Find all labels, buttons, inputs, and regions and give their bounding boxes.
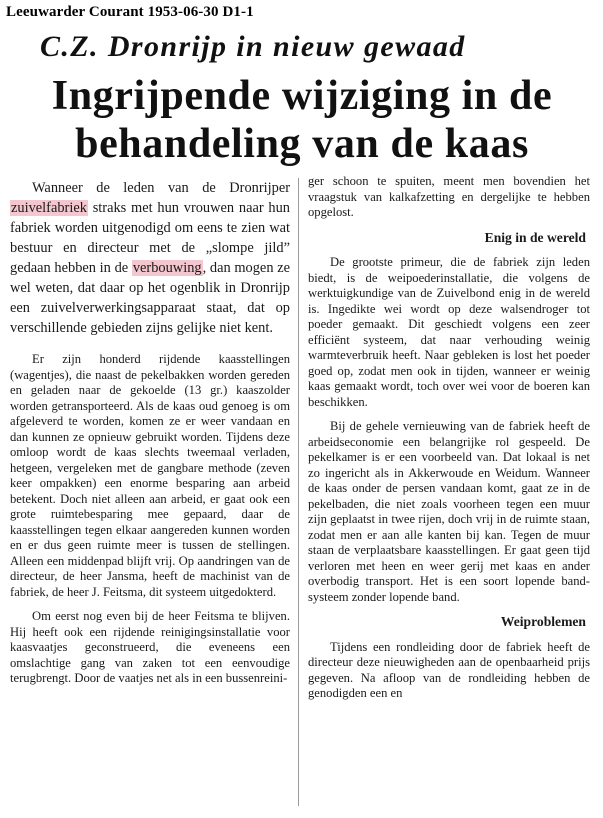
lead-text-3: , dan mogen ze wel weten, dat daar op het ogenblik in Dronrijp een zuivelverwerkingsapparaat staat, dat op verschillende gebieden zijns gelijke niet kent.	[10, 260, 290, 336]
right-column	[308, 174, 590, 711]
column-divider	[298, 178, 299, 806]
lead-text-1: Wanneer de leden van de Dronrijper	[32, 180, 290, 196]
highlight-zuivelfabriek: zuivelfabriek	[11, 200, 87, 216]
lead-text-2: straks met hun vrouwen naar hun fabriek worden uitgenodigd om eens te zien wat bestuur en directeur met de „slompe jild” gedaan hebben in de	[10, 200, 290, 276]
subheading-enig-in-de-wereld: Enig in de wereld	[484, 229, 586, 245]
subheading-weiproblemen: Weiproblemen	[500, 614, 586, 629]
body-paragraph: Bij de gehele vernieuwing van de fabriek heeft de arbeidseconomie een belangrijke rol gespeeld. De pekelkamer is er een voorbeeld van. Dat lokaal is net zo ingericht als in Akkerwoude en Weidum. Wanneer de kaas onder de persen vandaan komt, gaat ze in de pekelbaden, die niet zoals voorheen tegen een muur zijn geplaatst in twee rijen, doch vrij in de ruimte staan, zodat men er aan alle kanten bij kan. Tegen de muur staan de verplaatsbare kaasstellingen. Er gaat geen tijd verloren met heen en weer gerij met kaas en ander overbodig transport. Het is een soort lopende band-systeem zonder lopende band.	[308, 419, 590, 604]
lead-paragraph	[10, 178, 290, 338]
body-paragraph: De grootste primeur, die de fabriek zijn leden biedt, is de weipoederinstallatie, die volgens de werktuigkundige van de Zuivelbond enig in de wereld is. Ingedikte wei wordt op deze walsendroger tot poeder gemaakt. Dit geschiedt volgens een zeer efficiënt systeem, dat naar verhouding weinig warmteverbruik heeft. Naar gebleken is lost het poeder goed op, zodat men ook in tijden, wanneer er weinig kaas gemaakt wordt, toch over wei voor de boeren kan beschikken.	[308, 255, 590, 409]
body-paragraph: Er zijn honderd rijdende kaasstellingen (wagentjes), die naast de pekelbakken worden gereden en geladen naar de gekoelde (13 gr.) kaaszolder worden getransporteerd. Als de kaas oud genoeg is om afgeleverd te worden, komen ze er weer vandaan en dan kunnen ze opnieuw gebruikt worden. Tijdens deze omloop wordt de kaas slechts tweemaal verladen, hetgeen, vergeleken met de gangbare methode (zeven keer ompakken) een enorme besparing aan arbeid betekent. Doch niet alleen aan arbeid, er gaat ook een grote ruimtebesparing mee gepaard, daar de kaasstellingen tegen elkaar aangereden kunnen worden en er dus geen ruimte meer is tussen de stellingen. Alleen een middenpad blijft vrij. Op aandringen van de directeur, de heer Jansma, heeft de machinist van de fabriek, de heer J. Feitsma, dit systeem uitgedokterd.	[10, 352, 290, 599]
highlight-verbouwing: verbouwing	[132, 260, 202, 276]
continued-paragraph: ger schoon te spuiten, meent men bovendien het vraagstuk van kalkafzetting en dergelijke te hebben opgelost.	[308, 174, 590, 219]
body-paragraph: Om eerst nog even bij de heer Feitsma te blijven. Hij heeft ook een rijdende reinigingsinstallatie voor kaasvaatjes geconstrueerd, die eveneens een omslachtige gang van zaken tot een eenvoudige terugbrengt. Door de vaatjes net als in een bussenreini-	[10, 609, 290, 685]
article-headline: Ingrijpende wijziging in de behandeling van de kaas	[51, 73, 553, 167]
article-kicker: C.Z. Dronrijp in nieuw gewaad	[40, 30, 466, 63]
body-paragraph: Tijdens een rondleiding door de fabriek heeft de directeur deze nieuwigheden aan de openbaarheid prijs gegeven. Na afloop van de rondleiding hebben de genodigden een en	[308, 639, 590, 700]
left-column	[10, 178, 290, 696]
source-caption: Leeuwarder Courant 1953-06-30 D1-1	[6, 4, 254, 20]
